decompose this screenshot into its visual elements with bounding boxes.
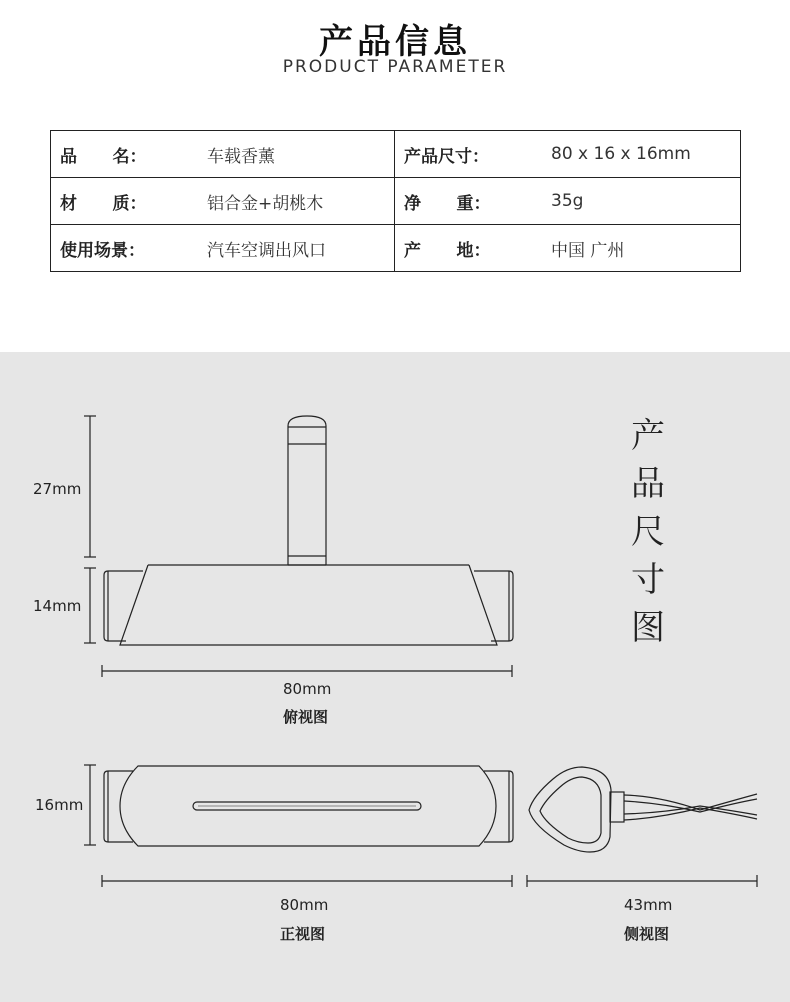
row-label: 净 重： <box>404 193 491 214</box>
side-view-caption: 侧视图 <box>624 925 670 943</box>
top-view-caption: 俯视图 <box>283 708 329 726</box>
top-view-height-upper-label: 27mm <box>33 480 82 498</box>
row-value: 中国 广州 <box>551 240 625 261</box>
side-view-product <box>529 767 757 852</box>
vertical-diagram-title <box>626 412 670 652</box>
title-char: 尺 <box>631 512 665 552</box>
page-subtitle: PRODUCT PARAMETER <box>282 57 508 77</box>
front-view-height-dimension <box>84 765 96 845</box>
front-view-width-dimension <box>102 875 512 887</box>
top-view-product <box>104 416 513 645</box>
front-view-product <box>104 766 513 846</box>
row-value: 铝合金+胡桃木 <box>207 193 324 214</box>
title-char: 寸 <box>631 560 665 600</box>
front-view-width-label: 80mm <box>280 896 329 914</box>
title-char: 图 <box>631 608 665 648</box>
row-value: 汽车空调出风口 <box>207 240 326 261</box>
row-label: 产品尺寸： <box>404 146 489 167</box>
row-value: 35g <box>551 191 584 211</box>
title-char: 品 <box>631 464 665 504</box>
row-value: 80 x 16 x 16mm <box>551 144 691 164</box>
row-label: 使用场景： <box>60 240 145 261</box>
top-view-width-dimension <box>102 665 512 677</box>
page-title: 产品信息 <box>319 22 471 62</box>
side-view-width-label: 43mm <box>624 896 673 914</box>
row-label: 品 名： <box>60 146 147 167</box>
row-label: 产 地： <box>404 240 491 261</box>
side-view-width-dimension <box>527 875 757 887</box>
top-view-height-lower-label: 14mm <box>33 597 82 615</box>
front-view-height-label: 16mm <box>35 796 84 814</box>
title-char: 产 <box>631 416 665 456</box>
top-view-height-dimension <box>84 416 96 643</box>
row-label: 材 质： <box>60 193 147 214</box>
row-value: 车载香薰 <box>207 146 275 167</box>
top-view-width-label: 80mm <box>283 680 332 698</box>
front-view-caption: 正视图 <box>280 925 326 943</box>
